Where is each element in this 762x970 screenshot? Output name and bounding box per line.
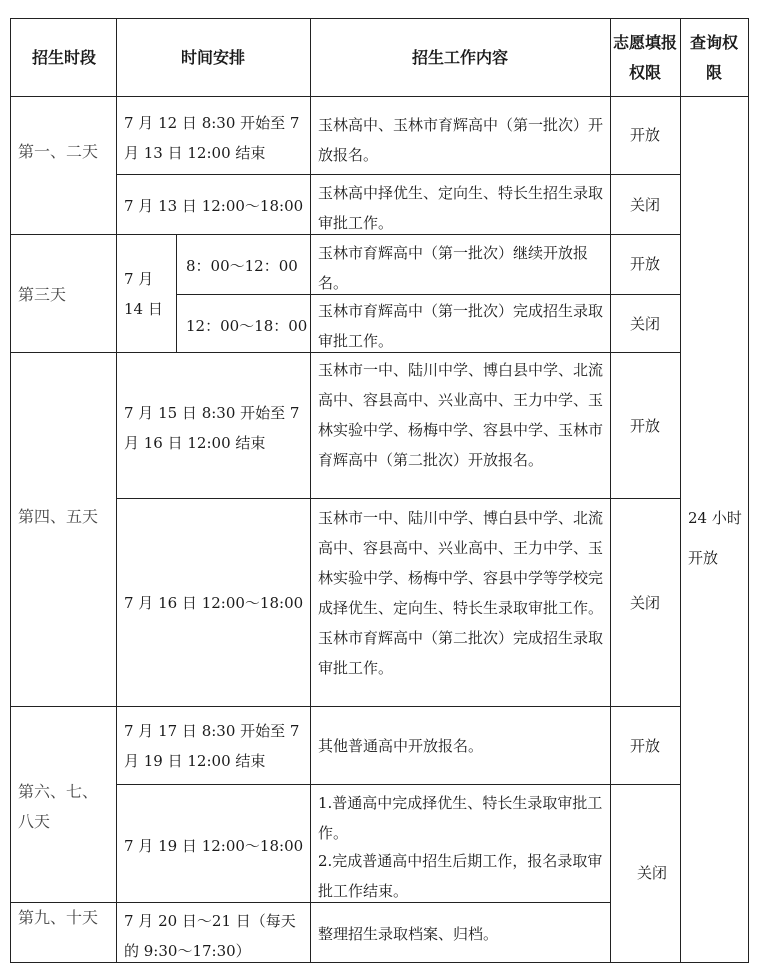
time-row-3: 8：00～12：00	[186, 257, 298, 275]
grid-line	[176, 234, 177, 353]
time-row-5: 7 月 15 日 8:30 开始至 7 月 16 日 12:00 结束	[124, 404, 300, 452]
period-day-3: 第三天	[18, 285, 67, 304]
content-row-2: 玉林高中择优生、定向生、特长生招生录取审批工作。	[318, 184, 604, 232]
time-row-1: 7 月 12 日 8:30 开始至 7 月 13 日 12:00 结束	[124, 114, 300, 162]
grid-line	[10, 962, 748, 963]
time-row-3-date: 7 月 14 日	[124, 270, 163, 318]
content-row-1: 玉林高中、玉林市育辉高中（第一批次）开放报名。	[318, 116, 604, 164]
grid-line	[116, 174, 680, 175]
header-time: 时间安排	[180, 48, 245, 67]
query-permission-value: 24 小时开放	[688, 509, 742, 567]
grid-line	[680, 18, 681, 963]
header-period: 招生时段	[31, 48, 96, 67]
grid-line	[176, 294, 680, 295]
apply-permission-row-5: 开放	[629, 417, 660, 435]
time-row-6: 7 月 16 日 12:00～18:00	[124, 594, 304, 612]
time-row-7: 7 月 17 日 8:30 开始至 7 月 19 日 12:00 结束	[124, 722, 300, 770]
header-query-permission: 查询权限	[689, 33, 738, 82]
grid-line	[116, 18, 117, 963]
time-row-9: 7 月 20 日～21 日（每天的 9:30～17:30）	[124, 912, 296, 960]
apply-permission-row-2: 关闭	[629, 196, 660, 214]
header-apply-permission: 志愿填报权限	[612, 33, 677, 82]
content-row-3: 玉林市育辉高中（第一批次）继续开放报名。	[318, 244, 589, 292]
time-row-8: 7 月 19 日 12:00～18:00	[124, 837, 304, 855]
apply-permission-rows-8-9: 关闭	[636, 864, 667, 882]
content-row-7: 其他普通高中开放报名。	[318, 737, 484, 755]
apply-permission-row-4: 关闭	[629, 315, 660, 333]
grid-line	[748, 18, 749, 963]
grid-line	[10, 706, 680, 707]
apply-permission-row-1: 开放	[629, 126, 660, 144]
grid-line	[10, 96, 748, 97]
content-row-6: 玉林市一中、陆川中学、博白县中学、北流高中、容县高中、兴业高中、王力中学、玉林实验中学、杨梅中学、容县中学等学校完成择优生、定向生、特长生录取审批工作。玉林市育辉高中（第二批次）完成招生录取审批工作。	[318, 509, 604, 677]
grid-line	[116, 498, 680, 499]
content-row-8-item-1: 1.普通高中完成择优生、特长生录取审批工作。	[318, 794, 603, 842]
period-days-9-10: 第九、十天	[18, 908, 99, 927]
time-row-4: 12：00～18：00	[186, 317, 308, 335]
grid-line	[610, 18, 611, 963]
grid-line	[10, 352, 680, 353]
period-days-6-8: 第六、七、八天	[18, 782, 99, 831]
header-content: 招生工作内容	[411, 48, 508, 67]
content-row-5: 玉林市一中、陆川中学、博白县中学、北流高中、容县高中、兴业高中、王力中学、玉林实验中学、杨梅中学、容县中学、玉林市育辉高中（第二批次）开放报名。	[318, 361, 604, 469]
grid-line	[10, 234, 680, 235]
content-row-9: 整理招生录取档案、归档。	[318, 925, 499, 943]
time-row-2: 7 月 13 日 12:00～18:00	[124, 197, 304, 215]
period-days-4-5: 第四、五天	[18, 507, 99, 526]
apply-permission-row-3: 开放	[629, 255, 660, 273]
content-row-8-item-2: 2.完成普通高中招生后期工作，报名录取审批工作结束。	[318, 852, 603, 900]
grid-line	[10, 18, 11, 963]
period-days-1-2: 第一、二天	[18, 142, 99, 161]
content-row-4: 玉林市育辉高中（第一批次）完成招生录取审批工作。	[318, 302, 604, 350]
grid-line	[310, 18, 311, 963]
grid-line	[116, 784, 680, 785]
apply-permission-row-7: 开放	[629, 737, 660, 755]
apply-permission-row-6: 关闭	[629, 594, 660, 612]
grid-line	[10, 18, 748, 19]
